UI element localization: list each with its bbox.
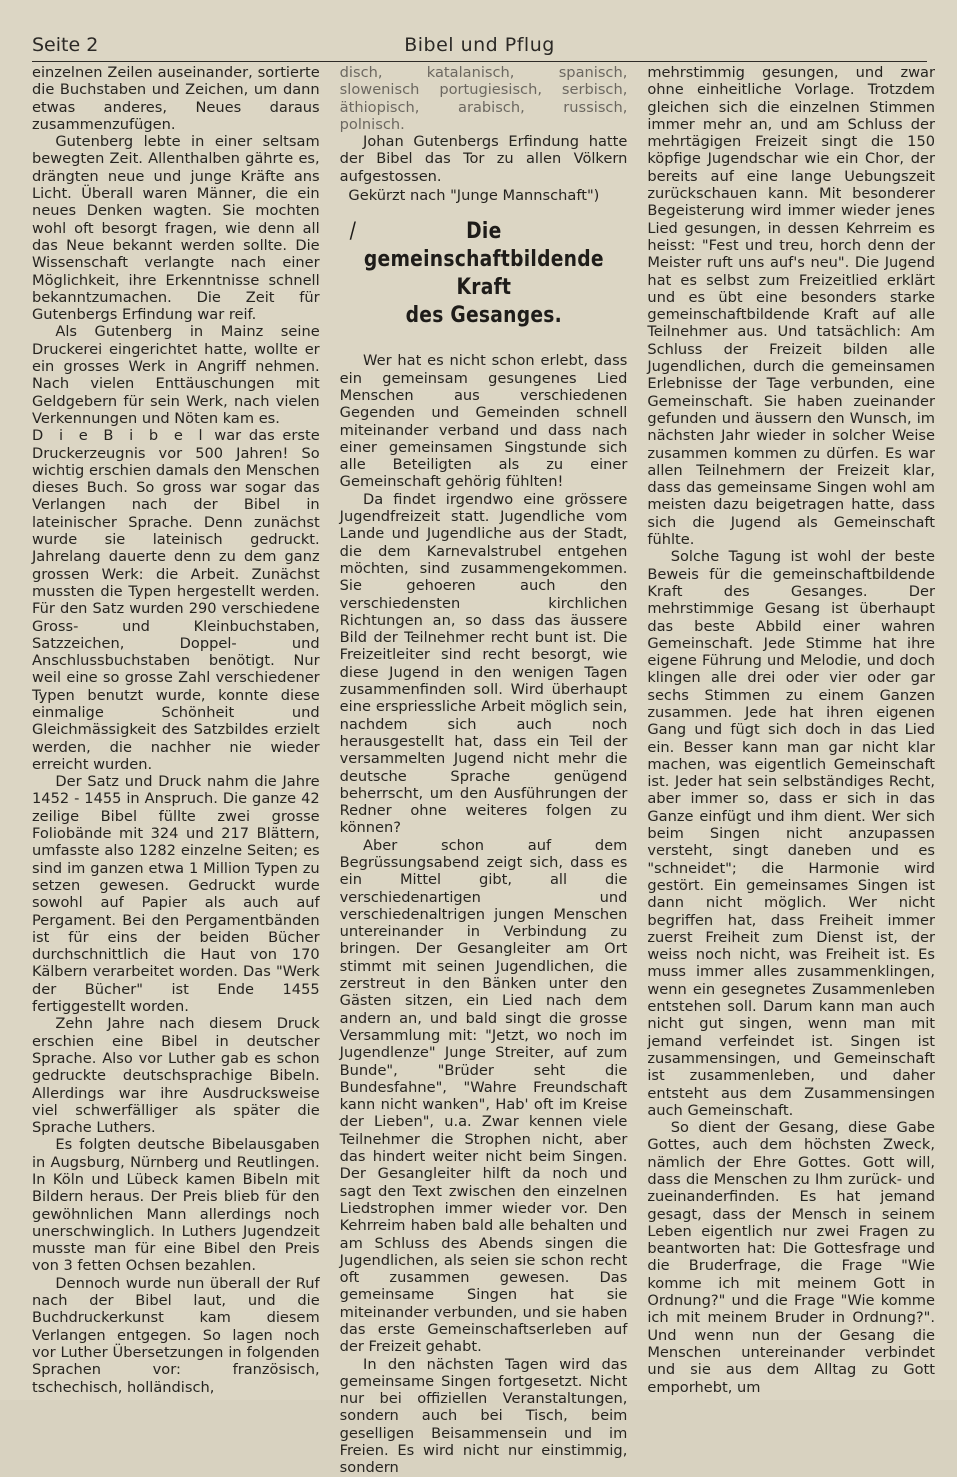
paragraph: In den nächsten Tagen wird das gemeinsame Singen fortgesetzt. Nicht nur bei offiziellen Veranstaltungen, sondern auch bei Tisch, beim geselligen Beisammensein und im Freien. Es wird nicht nur einstimmig, sondern (339, 1355, 628, 1477)
paragraph: Johan Gutenbergs Erfindung hatte der Bibel das Tor zu allen Völkern aufgestossen. (339, 133, 628, 185)
article-headline (340, 218, 628, 330)
column-1 (32, 64, 320, 1396)
paragraph (32, 427, 320, 773)
paragraph-text: war das erste Druckerzeugnis vor 500 Jahren! So wichtig erschien damals den Menschen dieses Buch. So gross war sogar das Verlangen nach der Bibel in lateinischer Sprache. Denn zunächst wurde sie lateinisch gedruckt. Jahrelang dauerte denn zu dem ganz grossen Werk: die Arbeit. Zunächst mussten die Typen hergestellt werden. Für den Satz wurden 290 verschiedene Gross- und Kleinbuchstaben, Satzzeichen, Doppel- und Anschlussbuchstaben benötigt. Nur weil eine so grosse Zahl verschiedener Typen benutzt wurde, konnte diese einmalige Schönheit und Gleichmässigkeit des Satzbildes erzielt werden, die nachher nie wieder erreicht wurden. (32, 427, 320, 773)
source-credit: Gekürzt nach "Junge Mannschaft") (348, 187, 600, 205)
spaced-emphasis: D i e B i b e l (32, 427, 207, 445)
paragraph: Da findet irgendwo eine grössere Jugendfreizeit statt. Jugendliche vom Lande und Jugendliche aus der Stadt, die dem Karnevalstrubel entgehen möchten, sind zusammengekommen. Sie gehoeren auch den verschiedensten kirchlichen Richtungen an, so dass das äussere Bild der Teilnehmer recht bunt ist. Die Freizeitleiter sind recht besorgt, wie diese Jugend in den wenigen Tagen zusammenfinden soll. Wird überhaupt eine erspriessliche Arbeit möglich sein, nachdem sich auch noch herausgestellt hat, dass ein Teil der versammelten Jugend nicht mehr die deutsche Sprache genügend beherrscht, um den Ausführungen der Redner ohne weiteres folgen zu können? (339, 490, 628, 837)
page-header (32, 30, 927, 62)
paragraph: Solche Tagung ist wohl der beste Beweis für die gemeinschaftbildende Kraft des Gesanges. Der mehrstimmige Gesang ist überhaupt das beste Abbild einer wahren Gemeinschaft. Jede Stimme hat ihre eigene Führung und Melodie, und doch klingen alle drei oder vier oder gar sechs Stimmen zu einem Ganzen zusammen. Jede hat ihren eigenen Gang und fügt sich doch in das Lied ein. Besser kann man gar nicht klar machen, was eigentlich Gemeinschaft ist. Jeder hat sein selbständiges Recht, aber immer so, dass er sich in das Ganze einfügt und ihm dient. Wer sich beim Singen nicht anzupassen versteht, singt daneben und es "schneidet"; die Harmonie wird gestört. Ein gemeinsames Singen ist dann nicht möglich. Wer nicht begriffen hat, dass Freiheit immer zuerst Freiheit zum Dienst ist, der weiss noch nicht, was Freiheit ist. Es muss immer alles zusammenklingen, wenn ein gesegnetes Zusammenleben entstehen soll. Darum kann man auch nicht gut singen, wenn man mit jemand verfeindet ist. Singen ist zusammensingen, und Gemeinschaft ist zusammenleben, und daher entsteht aus dem Zusammensingen auch Gemeinschaft. (647, 548, 936, 1119)
paragraph: So dient der Gesang, diese Gabe Gottes, auch dem höchsten Zweck, nämlich der Ehre Gottes. Gott will, dass die Menschen zu Ihm zurück- und zueinanderfinden. Es hat jemand gesagt, dass der Mensch in seinem Leben eigentlich nur zwei Fragen zu beantworten hat: Die Gottesfrage und die Bruderfrage, die Frage "Wie komme ich mit meinem Gott in Ordnung?" und die Frage "Wie komme ich mit meinem Bruder in Ordnung?". Und wenn nun der Gesang die Menschen untereinander verbindet und sie aus dem Alltag zu Gott emporhebt, um (647, 1119, 936, 1396)
paragraph: disch, katalanisch, spanisch, slowenisch portugiesisch, serbisch, äthiopisch, arabisch, russisch, polnisch. (339, 64, 628, 133)
paragraph: einzelnen Zeilen auseinander, sortierte die Buchstaben und Zeichen, um dann etwas anderes, Neues daraus zusammenzufügen. (32, 64, 320, 133)
paragraph: Wer hat es nicht schon erlebt, dass ein gemeinsam gesungenes Lied Menschen aus verschiedenen Gegenden und Gemeinden schnell miteinander verband und dass nach einer gemeinsamen Singstunde sich alle Beteiligten als zu einer Gemeinschaft gehörig fühlten! (339, 352, 628, 491)
editor-mark: / (349, 219, 356, 245)
paragraph: Dennoch wurde nun überall der Ruf nach der Bibel laut, und die Buchdruckerkunst kam diesem Verlangen entgegen. So lagen noch vor Luther Übersetzungen in folgenden Sprachen vor: französisch, tschechisch, holländisch, (32, 1274, 320, 1396)
paragraph: Aber schon auf dem Begrüssungsabend zeigt sich, dass es ein Mittel gibt, all die verschiedenartigen und verschiedenaltrigen jungen Menschen untereinander in Verbindung zu bringen. Der Gesangleiter am Ort stimmt mit seinen Jugendlichen, die zerstreut in den Bänken unter den Gästen sitzen, ein Lied nach dem andern an, und bald singt die grosse Versammlung mit: "Jetzt, wo noch im Jugendlenze" Junge Streiter, auf zum Bunde", "Brüder seht die Bundesfahne", "Wahre Freundschaft kann nicht wanken", Hab' oft im Kreise der Lieben", u.a. Zwar kennen viele Teilnehmer die Strophen nicht, aber das hindert weiter nicht beim Singen. Der Gesangleiter hilft da noch und sagt den Text zwischen den einzelnen Liedstrophen immer wieder vor. Den Kehrreim haben bald alle behalten und am Schluss des Abends singen die Jugendlichen, als seien sie schon recht oft zusammen gewesen. Das gemeinsame Singen hat sie miteinander verbunden, und sie haben das erste Gemeinschaftserleben auf der Freizeit gehabt. (339, 836, 628, 1356)
paragraph: Der Satz und Druck nahm die Jahre 1452 - 1455 in Anspruch. Die ganze 42 zeilige Bibel füllte zwei grosse Foliobände mit 324 und 217 Blättern, umfasste also 1282 einzelne Seiten; es sind im ganzen etwa 1 Million Typen zu setzen gewesen. Gedruckt wurde sowohl auf Papier als auch auf Pergament. Bei den Pergamentbänden ist für eins der beiden Bücher durchschnittlich die Haut von 170 Kälbern verarbeitet worden. Das "Werk der Bücher" ist Ende 1455 fertiggestellt worden. (32, 773, 320, 1016)
paragraph: Es folgten deutsche Bibelausgaben in Augsburg, Nürnberg und Reutlingen. In Köln und Lübeck kamen Bibeln mit Bildern heraus. Der Preis blieb für den gewöhnlichen Mann allerdings noch unerschwinglich. In Luthers Jugendzeit musste man für eine Bibel den Preis von 3 fetten Ochsen bezahlen. (32, 1136, 320, 1275)
running-title: Bibel und Pflug (404, 34, 555, 56)
headline-line-2: des Gesanges. (405, 303, 562, 329)
paragraph: Gutenberg lebte in einer seltsam bewegten Zeit. Allenthalben gährte es, drängten neue und junge Kräfte ans Licht. Überall waren Männer, die ein neues Denken wagten. Sie mochten wohl oft besorgt fragen, wie denn all das Neue bekannt werden sollte. Die Wissenschaft verlangte nach einer Möglichkeit, ihre Erkenntnisse schnell bekanntzumachen. Die Zeit für Gutenbergs Erfindung war reif. (32, 133, 320, 324)
paragraph: Zehn Jahre nach diesem Druck erschien eine Bibel in deutscher Sprache. Also vor Luther gab es schon gedruckte deutschsprachige Bibeln. Allerdings war ihre Ausdrucksweise viel schwerfälliger als später die Sprache Luthers. (32, 1015, 320, 1137)
column-3 (647, 64, 936, 1396)
paragraph: Als Gutenberg in Mainz seine Druckerei eingerichtet hatte, wollte er ein grosses Werk in Angriff nehmen. Nach vielen Enttäuschungen mit Geldgebern für sein Werk, nach vielen Verkennungen und Nöten kam es. (32, 323, 320, 427)
header-rule (32, 61, 927, 62)
paragraph: mehrstimmig gesungen, und zwar ohne einheitliche Vorlage. Trotzdem gleichen sich die einzelnen Stimmen immer mehr an, und am Schluss der mehrtägigen Freizeit singt die 150 köpfige Jugendschar wie ein Chor, der bereits auf eine lange Uebungszeit zurückschauen kann. Mit besonderer Begeisterung wird immer wieder jenes Lied gesungen, in dessen Kehrreim es heisst: "Fest und treu, horch denn der Meister ruft uns auf's neu". Die Jugend hat es selbst zum Freizeitlied erklärt und es übt eine besonders starke gemeinschaftbildende Kraft auf alle Teilnehmer aus. Und tatsächlich: Am Schluss der Freizeit bilden alle Jugendlichen, durch die gemeinsamen Erlebnisse der Tage verbunden, eine Gemeinschaft. Sie haben zueinander gefunden und äussern den Wunsch, im nächsten Jahr wieder in solcher Weise zusammen kommen zu dürfen. Es war allen Teilnehmern der Freizeit klar, dass das gemeinsame Singen wohl am meisten dazu beigetragen hatte, dass sich die Jugend als Gemeinschaft fühlte. (647, 64, 936, 549)
page-number: Seite 2 (32, 34, 99, 56)
column-2 (339, 64, 628, 1477)
headline-line-1: Die gemeinschaftbildende Kraft (363, 219, 604, 301)
text-columns (32, 64, 936, 1477)
